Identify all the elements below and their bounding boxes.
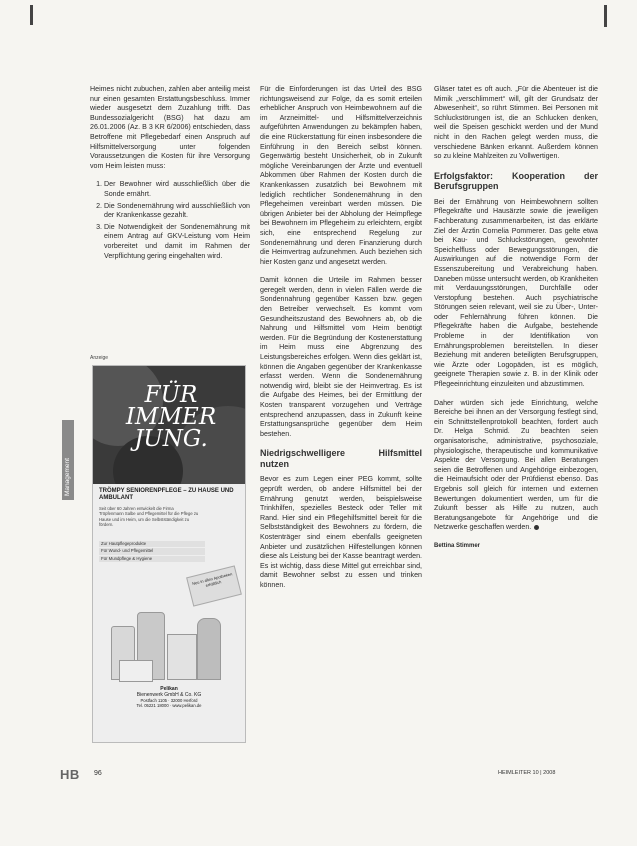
section-heading: Erfolgsfaktor: Kooperation der Berufsgruppen (434, 170, 598, 192)
ad-bullets (99, 541, 205, 563)
ad-slogan-line: JUNG. (134, 426, 208, 452)
column2-paragraph: Damit können die Urteile im Rahmen besser geregelt werden, denn in vielen Fällen werde die Sondennahrung gegenüber Kassen bzw. gegen den Betreiber verwechselt. Es kommt vom Gesundheitszustand des Bewohners ab, ob die Nahrung und Hilfsmittel vom Heim benötigt werden. Für die Begründung der Kostenerstattung im Heim muss eine Abgrenzung des Leistungsbereiches erfolgen. Wenn dies geklärt ist, können die Angaben gegenüber der Krankenkasse erfasst werden. Wenn die Sondenernährung notwendig wird, bleibt sie der Heimvertrag. Es ist die Aufgabe des Heimes, bei der Ermittlung der Kosten transparent vorzugehen und Verträge entsprechend anzupassen, dass in Zukunft keine Erstattungsansprüche gegenüber dem Heim bestehen. (260, 276, 422, 438)
ad-bullet: Zur Hautpflegeprodukte (99, 541, 205, 547)
journal-logo: HB (60, 767, 80, 782)
journal-issue: HEIMLEITER 10 | 2008 (498, 770, 556, 776)
column3-paragraph-text: Daher würden sich jede Einrichtung, welche Bereiche bei ihnen an der Versorgung festlegt sind, ein Schnittstellenprotokoll beachten, fordert auch Dr. Helga Schmid. Zu beachten seien organisatorische, administrative, psychosoziale, physiologische, therapeutische und kommunikative Aspekte der Versorgung. Bei allen Beratungen seien die Betroffenen und Angehörige einbezogen, die Heimaufsicht oder der Prüfdienst ebenso. Das Ergebnis soll gleich für internen und externen Bewertungen dokumentiert werden, um für die Zukunft besser als Hilfe zu nutzen, auch Beratungsangebote für Angehörige und die Netzwerke geschaffen werden. (434, 398, 598, 532)
author-name: Bettina Stimmer (434, 542, 481, 549)
ad-slogan-line: IMMER (125, 404, 217, 430)
ad-slogan (111, 384, 231, 450)
company-name: Pelikan (160, 686, 178, 692)
company-contact: Tel. 05221 18000 · www.pelikan.de (136, 703, 202, 709)
column3-paragraph (434, 399, 598, 533)
ad-label: Anzeige (90, 355, 109, 361)
article-column-2 (260, 85, 422, 600)
advertisement (92, 365, 246, 743)
crop-mark (30, 5, 33, 25)
list-item: 1. Der Bewohner wird ausschließlich über die Sonde ernährt. (104, 180, 250, 199)
crop-mark (604, 5, 607, 27)
ad-headline: TRÖMPY SENIORENPFLEGE – ZU HAUSE UND AMBULANT (99, 488, 234, 501)
conditions-list (90, 180, 250, 261)
article-column-3 (434, 85, 598, 552)
ad-image (93, 366, 245, 484)
ad-body: Seit über 60 Jahren entwickelt die Firma Tröpfenmann Salbe und Pflegemittel für die Pflege zu Hause und im Heim, um die Selbstständigkeit zu fördern. (99, 506, 199, 528)
ad-product-image (107, 604, 233, 682)
section-tab (62, 420, 74, 500)
article-column-1 (90, 85, 250, 269)
company-line: Bienenwerk GmbH & Co. KG (136, 692, 202, 698)
column3-paragraph: Bei der Ernährung von Heimbewohnern sollten Pflegekräfte und Hausärzte sowie die jeweiligen Fachberatung zusammenarbeiten, ist das erklärte Ziel der Ärztin Cornelia Pommerer. Das gelte etwa bei Kau- und Schluckstörungen, gewohnter Speichelfluss oder Bewegungsstörungen, die Auswirkungen auf die notwendige Form der Essenszubereitung und Verabreichung haben. Daneben müsse untersucht werden, ob Krankheiten mit Verdauungsstörungen, Durchfälle oder Verstopfung bestehen. Auch psychiatrische Störungen seien relevant, weil sie zu Über-, Unter- oder Fehlernährung führen können. Die Pflegekräfte haben die Aufgabe, bestehende Probleme in der Identifikation von Ernährungsproblemen bereitstellen. In dieser Beziehung mit anderen beteiligten Berufsgruppen, wie Ärzte oder Logopäden, ist es möglich, geeignete Therapien sowie z. B. in der Klinik oder Pflegeeinrichtung einzuleiten und abzustimmen. (434, 197, 598, 389)
list-item: 3. Die Notwendigkeit der Sondenernährung mit einem Antrag auf GKV-Leistung vom Heim vorbereitet und damit im Rahmen der Verpflichtung gering eingehalten wird. (104, 223, 250, 261)
list-item: 2. Die Sondenernährung wird ausschließlich von der Krankenkasse gezahlt. (104, 202, 250, 221)
ad-company (99, 686, 239, 709)
column2-paragraph: Für die Einforderungen ist das Urteil des BSG richtungsweisend zur Folge, da es somit erteilen erheblicher Anspruch von Heimbewohnern auf die im Arzneimittel- und Hilfsmittelverzeichnis aufgeführten Anwendungen zu bekämpfen haben, die eine Rückerstattung für einen insbesondere die Einführung in den Bereich selbst können. Gegenwärtig besteht Unsicherheit, ob in Zukunft mögliche Vereinbarungen der Ärzte und eventuell Abkommen über Rahmen der Kosten durch die Krankenkassen zusatzlich bei Bewohnern mit lediglich rechtlicher Sondenernährung in den Pflegeheimen vereinbart werden müssen. Die übrigen Anbieter bei der Abholung der Heimpflege bei Bewohnern im Pflegeheim zu erleichtern, ergibt sich, eine entsprechend Regelung zur Sondenernährung und deren Finanzierung durch die Heimvertrag aufzunehmen. Auch beziehen sich hier Kosten ganz und angesetzt werden. (260, 85, 422, 266)
column2-paragraph: Bevor es zum Legen einer PEG kommt, sollte geprüft werden, ob andere Hilfsmittel bei der Ernährung genutzt werden, beispielsweise Trinkhilfen, spezielles Besteck oder Teller mit Rand. Hier sind ein Pflegehilfsmittel bereit für die Selbstständigkeit des Bewohners zu fördern, die Kostenträger sind einem ebenfalls geeigneten Anbieter und zusätzlichen Hilfestellungen können diese als Leistung bei der Kasse beantragt werden. Es ist wichtig, dass diese Mittel gut erreichbar sind, damit Bewohner selbst zu essen und trinken können. (260, 475, 422, 589)
ad-badge: Neu in allen Apotheken erhältlich (186, 565, 242, 606)
end-of-article-icon (534, 525, 539, 530)
ad-bullet: Für Wund- und Pflegemittel (99, 548, 205, 554)
column3-paragraph: Gläser tatet es oft auch. „Für die Abenteuer ist die Mimik „verschlimmert“ will, gilt der Grundsatz der Abwesenheit“, so rührt Stimmen. Bei Personen mit Schluckstörungen ist, die an Schlucken denken, weil die Speisen geschickt werden und der Mund nicht in den Rachen gelegt werden muss, die verschiedene Bänken erkannt. Außerdem können so zu kleine Mahlzeiten zu Vollwertigen. (434, 85, 598, 161)
product-bottle (197, 618, 221, 680)
column1-intro: Heimes nicht zubuchen, zahlen aber anteilig meist nur einen gesamten Erstattungsbeschluss. Immer wieder ausgesetzt dem Zuzahlung trifft. Das Bundessozialgericht (BSG) hat dazu am 26.01.2006 (Az. B 3 KR 6/2006) entschieden, dass Betroffene mit Pflegebedarf einen Anspruch auf Hilfsmittelversorgung unter folgenden Voraussetzungen die Kosten für ihre Versorgung vom Heim leisten muss: (90, 85, 250, 170)
company-address: Postfach 1105 · 32000 Herford (140, 698, 198, 703)
ad-slogan-line: FÜR (144, 382, 198, 408)
product-box (167, 634, 197, 680)
product-tube (119, 660, 153, 682)
section-tab-label: Management (64, 458, 71, 496)
page-number: 96 (94, 770, 102, 777)
section-heading: Niedrigschwelligere Hilfsmittel nutzen (260, 448, 422, 469)
ad-bullet: Für Mundpflege & Hygiene (99, 556, 205, 562)
